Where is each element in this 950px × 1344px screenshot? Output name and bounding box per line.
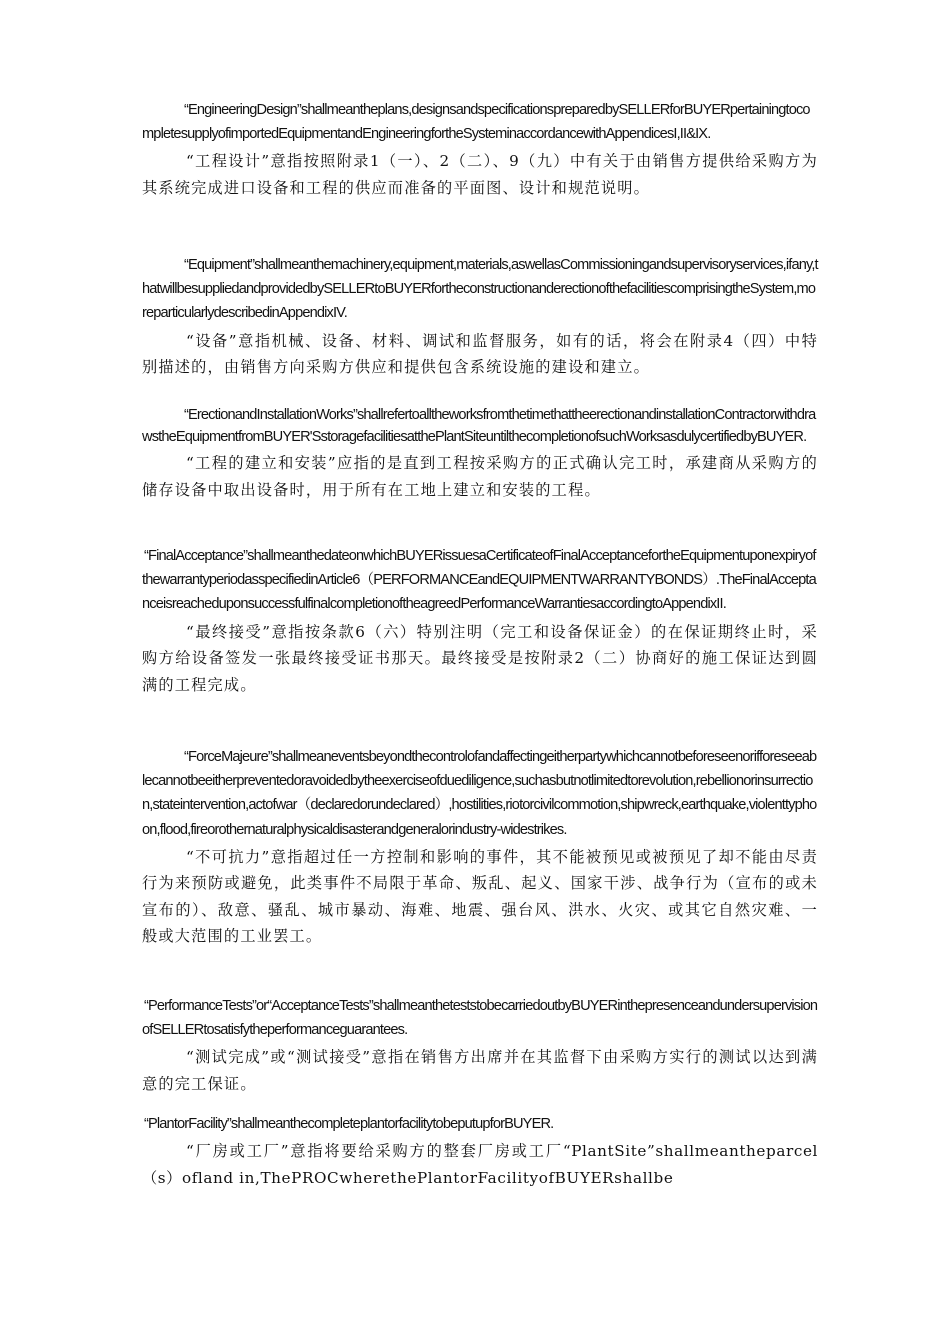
definition-chinese: “厂房或工厂”意指将要给采购方的整套厂房或工厂“PlantSite”shallmeantheparcel（s）ofland in,ThePROCwherethePlantorFacilityofBUYERshallbe: [142, 1142, 818, 1187]
definition-english: “PerformanceTests”or“AcceptanceTests”shallmeantheteststobecarriedoutbyBUYERinthepresenceandundersupervisionofSELLERtosatisfytheperformanceguarantees.: [142, 998, 818, 1039]
definition-english: “PlantorFacility”shallmeanthecompleteplantorfacilitytobeputupforBUYER.: [144, 1116, 554, 1132]
definition-english: “ErectionandInstallationWorks”shallrefertoalltheworksfromthetimethattheerectionandinstallationContractorwithdrawstheEquipmentfromBUYER'SstoragefacilitiesatthePlantSiteuntilthecompletionofsuchWorksasdulycertifiedbyBUYER.: [142, 407, 816, 445]
definition-chinese: “测试完成”或“测试接受”意指在销售方出席并在其监督下由采购方实行的测试以达到满意的完工保证。: [142, 1048, 818, 1093]
definition-english: “ForceMajeure”shallmeaneventsbeyondthecontrolofandaffectingeitherpartywhichcannotbeforeseenorifforeseeablecannotbeeitherpreventedoravoidedbytheexerciseofduediligence,suchasbutnotlimitedtorevolution,rebellionorinsurrection,stateintervention,actofwar（declaredorundeclared）,hostilities,riotorcivilcommotion,shipwreck,earthquake,violenttyphoon,flood,fireorothernaturalphysicaldisasterandgeneralorindustry-widestrikes.: [142, 749, 817, 838]
definition-english: “Equipment”shallmeanthemachinery,equipment,materials,aswellasCommissioningandsupervisoryservices,ifany,thatwillbesuppliedandprovidedbySELLERtoBUYERfortheconstructionanderectionofthefacilitiescomprisingtheSystem,moreparticularlydescribedinAppendixIV.: [142, 257, 818, 322]
definition-force-majeure: [142, 745, 818, 950]
definition-equipment: [142, 253, 818, 381]
definition-chinese: “工程设计”意指按照附录1（一）、2（二）、9（九）中有关于由销售方提供给采购方为其系统完成进口设备和工程的供应而准备的平面图、设计和规范说明。: [142, 152, 818, 197]
definition-engineering-design: [142, 98, 818, 201]
definition-english: “FinalAcceptance”shallmeanthedateonwhichBUYERissuesaCertificateofFinalAcceptancefortheEquipmentuponexpiryofthewarrantyperiodasspecifiedinArticle6（PERFORMANCEandEQUIPMENTWARRANTYBONDS）.TheFinalAcceptanceisreacheduponsuccessfulfinalcompletionoftheagreedPerformanceWarrantiesaccordingtoAppendixII.: [142, 548, 816, 613]
definition-chinese: “不可抗力”意指超过任一方控制和影响的事件，其不能被预见或被预见了却不能由尽责行为来预防或避免，此类事件不局限于革命、叛乱、起义、国家干涉、战争行为（宣布的或未宣布的）、敌意、骚乱、城市暴动、海难、地震、强台风、洪水、火灾、或其它自然灾难、一般或大范围的工业罢工。: [142, 847, 818, 946]
definition-plant-or-facility: [142, 1112, 818, 1191]
definition-performance-tests: [142, 994, 818, 1097]
definition-chinese: “设备”意指机械、设备、材料、调试和监督服务，如有的话，将会在附录4（四）中特别描述的，由销售方向采购方供应和提供包含系统设施的建设和建立。: [142, 331, 818, 377]
definition-erection-installation: [142, 404, 818, 503]
definition-chinese: “工程的建立和安装”应指的是直到工程按采购方的正式确认完工时，承建商从采购方的储存设备中取出设备时，用于所有在工地上建立和安装的工程。: [142, 454, 818, 499]
definition-chinese: “最终接受”意指按条款6（六）特别注明（完工和设备保证金）的在保证期终止时，采购方给设备签发一张最终接受证书那天。最终接受是按附录2（二）协商好的施工保证达到圆满的工程完成。: [142, 622, 818, 694]
definition-final-acceptance: [142, 544, 818, 698]
definition-english: “EngineeringDesign”shallmeantheplans,designsandspecificationspreparedbySELLERforBUYERpertainingtocompletesupplyofimportedEquipmentandEngineeringfortheSysteminaccordancewithAppendicesI,II&IX.: [142, 102, 810, 143]
